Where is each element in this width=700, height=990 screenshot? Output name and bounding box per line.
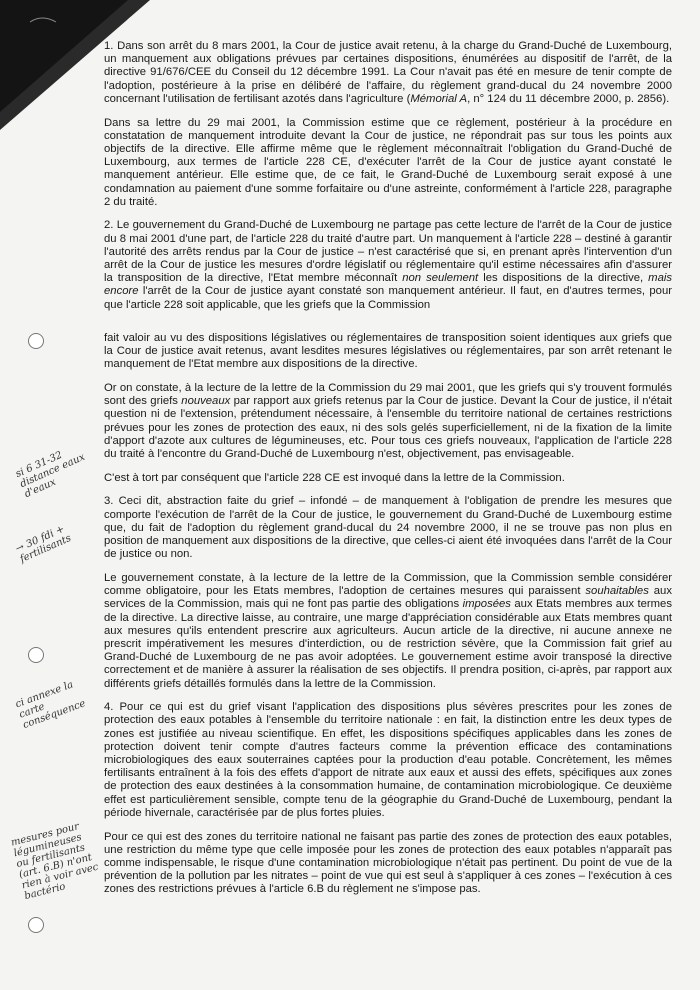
paragraph-4: fait valoir au vu des dispositions législatives ou réglementaires de transposition soient identiques aux griefs que la Cour de justice avait retenus, avant lesdites mesures législatives ou réglementaires, par son arrêt retenant le manquement de l'Etat membre aux dispositions de la directive.: [104, 331, 672, 371]
paragraph-6: C'est à tort par conséquent que l'article 228 CE est invoqué dans la lettre de la Commission.: [104, 471, 565, 484]
binder-hole-bottom: [28, 917, 44, 933]
document-body: [104, 40, 672, 907]
paragraph-8: Le gouvernement constate, à la lecture de la lettre de la Commission, que la Commission semble considérer comme obligatoire, pour les Etats membres, l'adoption de certaines mesures qui paraissent souhaitables aux services de la Commission, mais qui ne font pas partie des obligations imposées aux Etats membres aux termes de la directive. La directive laisse, au contraire, une marge d'appréciation considérable aux Etats membres quant aux mesures qu'ils entendent prescrire aux agriculteurs. Aucun article de la directive, ni aucune annexe ne prescrit impérativement les mesures d'interdiction, ou de restriction sévère, que la Commission fait grief au Grand-Duché de Luxembourg de ne pas avoir adoptées. Le gouvernement estime avoir transposé la directive correctement et de manière à assurer la réalisation de ses objectifs. Il prendra position, ci-après, par rapport aux différents griefs détaillés formulés dans la lettre de la Commission.: [104, 571, 672, 690]
paragraph-2: Dans sa lettre du 29 mai 2001, la Commission estime que ce règlement, postérieur à la procédure en constatation de manquement introduite devant la Cour de justice, ne répondrait pas sur tous les points aux objectifs de la directive. Elle affirme même que le règlement méconnaîtrait l'obligation du Grand-Duché de Luxembourg, aux termes de l'article 228 CE, d'exécuter l'arrêt de la Cour de justice ayant constaté le manquement antérieur. Elle estime que, de ce fait, le Grand-Duché de Luxembourg serait exposé à une condamnation au paiement d'une somme forfaitaire ou d'une astreinte, conformément à l'article 228, paragraphe 2 du traité.: [104, 116, 672, 208]
paragraph-9: 4. Pour ce qui est du grief visant l'application des dispositions plus sévères prescrites pour les zones de protection des eaux potables à l'ensemble du territoire nationale : en fait, la distinction entre les deux types de zones est justifiée au niveau scientifique. En effet, les dispositions spécifiques applicables dans les zones de protection doivent tenir compte d'autres facteurs comme la prévention efficace des contaminations microbiologiques des eaux souterraines captées pour la production d'eau potable. Concrètement, les mêmes fertilisants entraînent à la fois des effets d'apport de nitrate aux eaux et aussi des effets, spécifiques aux zones de protection des eaux destinées à la consommation humaine, de contamination microbiologique. Ce deuxième effet est particulièrement sensible, compte tenu de la géographie du Grand-Duché de Luxembourg, pendant la période hivernale, caractérisée par de plus fortes pluies.: [104, 701, 672, 819]
paragraph-1: 1. Dans son arrêt du 8 mars 2001, la Cour de justice avait retenu, à la charge du Grand-Duché de Luxembourg, un manquement aux obligations prévues par certaines dispositions, énumérées au dispositif de l'arrêt, de la directive 91/676/CEE du Conseil du 12 décembre 1991. La Cour n'avait pas été en mesure de tenir compte de l'adoption, postérieure à la prise en délibéré de l'affaire, du règlement grand-ducal du 24 novembre 2000 concernant l'utilisation de fertilisant azotés dans l'agriculture (Mémorial A, n° 124 du 11 décembre 2000, p. 2856).: [104, 40, 672, 105]
paragraph-10: Pour ce qui est des zones du territoire national ne faisant pas partie des zones de protection des eaux potables, une restriction du même type que celle imposée pour les zones de protection des eaux potables n'apparaît pas comme indispensable, le risque d'une contamination microbiologique n'était pas pertinent. Du point de vue de la prévention de la pollution par les nitrates – point de vue qui est seul à s'appliquer à ces zones – l'exécution à ces zones des restrictions prévues à l'article 6.B du règlement ne s'impose pas.: [104, 830, 672, 896]
margin-note-4: mesures pour légumineuses ou fertilisants (art. 6.B) n'ont rien à voir avec bactério: [10, 821, 100, 903]
page-gap: [104, 316, 672, 332]
margin-note-2: → 30 fdi + fertilisants: [14, 523, 73, 566]
margin-note-1: si 6 31-32 distance eaux d'eaux: [14, 449, 87, 501]
margin-note-3: ci annexe la carte conséquence: [14, 679, 88, 732]
paragraph-3: 2. Le gouvernement du Grand-Duché de Luxembourg ne partage pas cette lecture de l'arrêt de la Cour de justice du 8 mai 2001 d'une part, de l'article 228 du traité d'autre part. Un manquement à l'article 228 – destiné à garantir l'autorité des arrêts rendus par la Cour de justice – n'est caractérisé que si, en prenant après l'intervention d'un arrêt de la Cour de justice les mesures d'ordre législatif ou réglementaire qu'il estime nécessaires afin d'assurer la transposition de la directive, l'Etat membre méconnaît non seulement les dispositions de la directive, mais encore l'arrêt de la Cour de justice ayant constaté son manquement antérieur. Il faut, en d'autres termes, pour que l'article 228 soit applicable, que les griefs que la Commission: [104, 219, 673, 311]
paragraph-7: 3. Ceci dit, abstraction faite du grief – infondé – de manquement à l'obligation de prendre les mesures que comporte l'exécution de l'arrêt de la Cour de justice, le gouvernement du Grand-Duché de Luxembourg estime que, du fait de l'adoption du règlement grand-ducal du 24 novembre 2000, il ne se trouve pas non plus en position de manquement aux dispositions de la directive, que celles-ci aient été invoquées dans l'arrêt de la Cour de justice ou non.: [104, 495, 672, 561]
binder-hole-middle: [28, 647, 44, 663]
binder-hole-top: [28, 333, 44, 349]
paragraph-5: Or on constate, à la lecture de la lettre de la Commission du 29 mai 2001, que les griefs qui s'y trouvent formulés sont des griefs nouveaux par rapport aux griefs retenus par la Cour de justice. Devant la Cour de justice, il n'était question ni de l'extension, prétendument nécessaire, à l'ensemble du territoire national de certaines restrictions prévues pour les zones de protection des eaux, ni des sols gelés superficiellement, ni de la fixation de la limite d'apport d'azote aux cultures de légumineuses, etc. Pour tous ces griefs nouveaux, l'application de l'article 228 du traité à l'encontre du Grand-Duché de Luxembourg n'est, objectivement, pas envisageable.: [104, 381, 673, 460]
